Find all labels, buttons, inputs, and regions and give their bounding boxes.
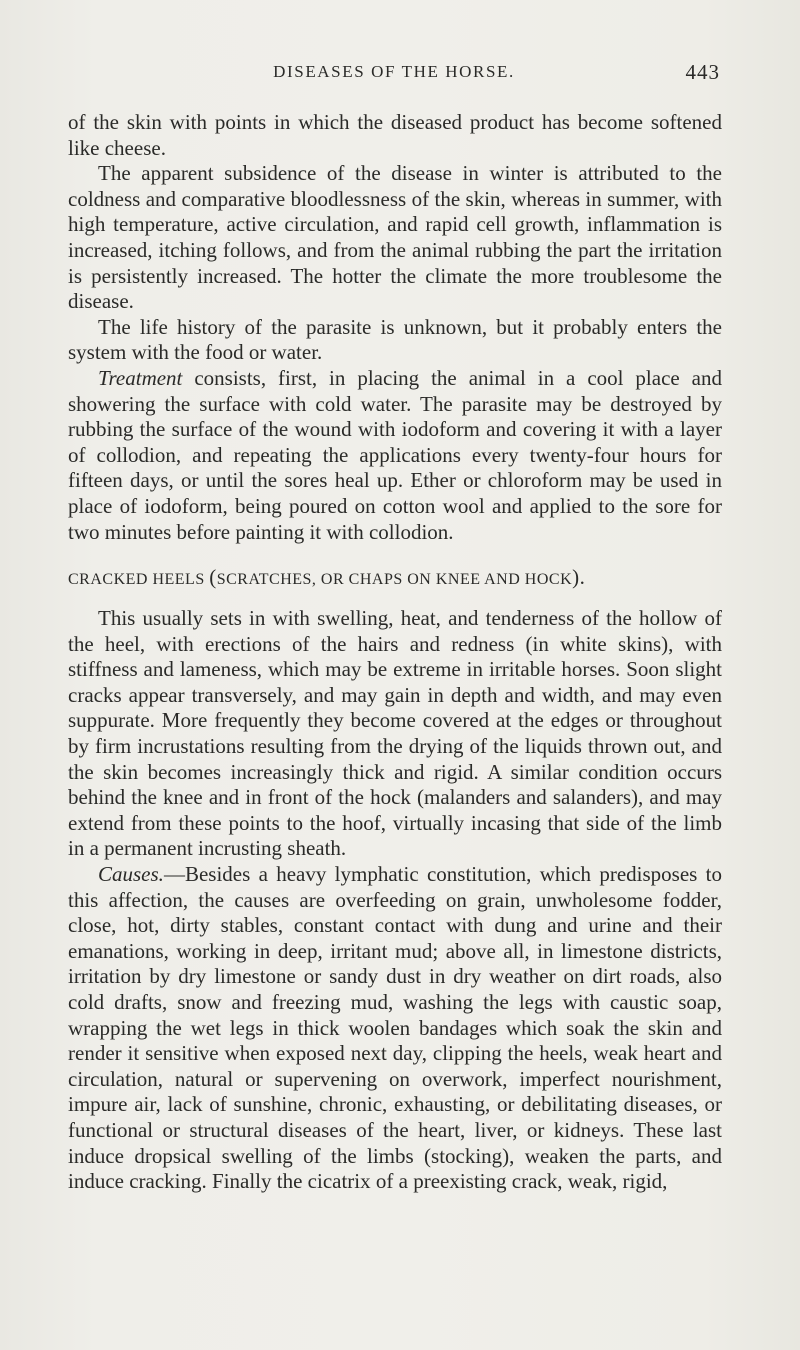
causes-text: —Besides a heavy lymphatic constitution, which predisposes to this affection, the causes are overfeeding on grain, unwholesome fodder, close, hot, dirty stables, constant contact with dung and urine and their emanations, working in deep, irritant mud; above all, in limestone districts, irritation by dry limestone or sandy dust in dry weather on dirt roads, also cold drafts, snow and freezing mud, washing the legs with caustic soap, wrapping the wet legs in thick woolen bandages which soak the skin and render it sensitive when exposed next day, clipping the heels, weak heart and circulation, natural or supervening on overwork, imperfect nourishment, impure air, lack of sunshine, chronic, exhausting, or debilitating diseases, or functional or structural diseases of the heart, liver, or kidneys. These last induce dropsical swelling of the limbs (stocking), weaken the parts, and induce cracking. Finally the cicatrix of a preexisting crack, weak, rigid, [68,862,722,1194]
paragraph-symptoms: This usually sets in with swelling, heat, and tenderness of the hollow of the heel, with erections of the hairs and redness (in white skins), with stiffness and lameness, which may be extreme in irritable horses. Soon slight cracks appear transversely, and may gain in depth and width, and may even suppurate. More frequently they become covered at the edges or throughout by firm incrustations resulting from the drying of the liquids thrown out, and the skin becomes increasingly thick and rigid. A similar condition occurs behind the knee and in front of the hock (malanders and salanders), and may extend from these points to the hoof, virtually incasing that side of the limb in a permanent incrusting sheath. [68,606,722,861]
heading-paren-open: ( [209,565,217,590]
heading-main: CRACKED HEELS [68,571,205,589]
paragraph-subsidence: The apparent subsidence of the disease in winter is attributed to the coldness and comparative bloodlessness of the skin, whereas in summer, with high temperature, active circulation, and rapid cell growth, inflammation is increased, itching follows, and from the animal rubbing the part the irritation is persistently increased. The hotter the climate the more troublesome the disease. [68,161,722,314]
body-text [68,110,722,1195]
section-heading-cracked-heels [68,565,722,590]
running-header [68,58,720,88]
heading-paren-close: ). [572,565,586,590]
causes-label: Causes. [98,862,164,887]
paragraph-causes [68,862,722,1195]
treatment-label: Treatment [98,365,183,390]
paragraph-continuation: of the skin with points in which the diseased product has become softened like cheese. [68,110,722,160]
paragraph-life-history: The life history of the parasite is unknown, but it probably enters the system with the food or water. [68,314,722,365]
treatment-text: consists, first, in placing the animal in a cool place and showering the surface with cold water. The parasite may be destroyed by rubbing the surface of the wound with iodoform and covering it with a layer of collodion, and repeating the applications every twenty-four hours for fifteen days, or until the sores heal up. Ether or chloroform may be used in place of iodoform, being poured on cotton wool and applied to the sore for two minutes before painting it with collodion. [68,365,722,544]
paragraph-treatment [68,366,722,545]
running-title: DISEASES OF THE HORSE. [273,62,515,81]
heading-subtitle: SCRATCHES, OR CHAPS ON KNEE AND HOCK [216,571,573,589]
page-number: 443 [685,60,720,84]
